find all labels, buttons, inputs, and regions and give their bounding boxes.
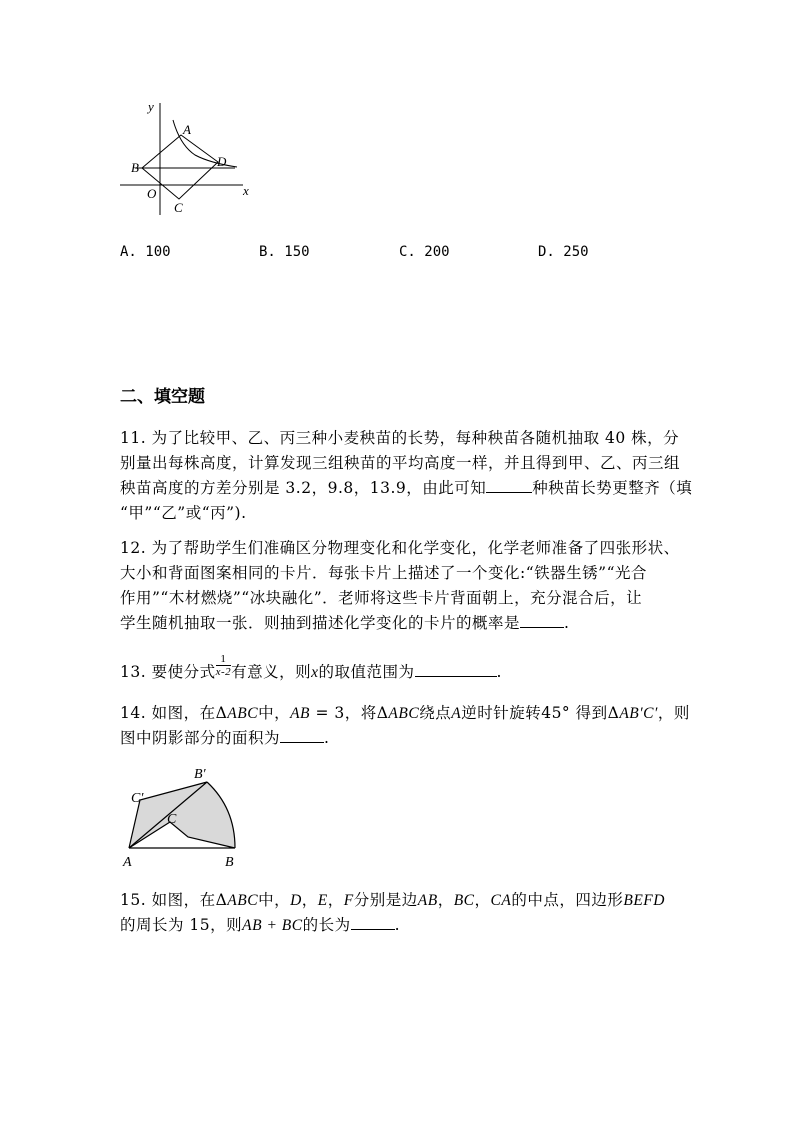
fraction: $\frac{1}{x-2}$ <box>215 652 232 678</box>
label-y: y <box>148 99 154 114</box>
label-B: B <box>225 855 234 870</box>
label-C: C <box>167 812 177 827</box>
q12-line1: 12. 为了帮助学生们准确区分物理变化和化学变化，化学老师准备了四张形状、 <box>120 539 680 557</box>
q11-answer-blank <box>486 478 532 493</box>
q14-line1: 14. 如图，在ΔABC中，AB = 3，将ΔABC绕点A逆时针旋转45° 得到ΔAB′C′，则 <box>120 704 690 722</box>
q12-line4: 学生随机抽取一张．则抽到描述化学变化的卡片的概率是 . <box>120 614 570 632</box>
question-15 <box>120 888 700 938</box>
q15-answer-blank <box>351 915 395 930</box>
q15-line1: 15. 如图，在ΔABC中，D，E，F分别是边AB，BC，CA的中点，四边形BEFD <box>120 891 665 909</box>
q15-line2: 的周长为 15，则AB + BC的长为 . <box>120 916 401 934</box>
question-13: 13. 要使分式 $\frac{1}{x-2}$ 有意义，则x的取值范围为 . <box>120 652 502 681</box>
option-d: D. 250 <box>538 244 589 260</box>
coordinate-figure <box>115 95 260 220</box>
section-title: 二、填空题 <box>120 387 205 407</box>
label-A: A <box>123 855 132 870</box>
label-A: A <box>183 122 191 137</box>
q14-answer-blank <box>280 728 324 743</box>
option-a: A. 100 <box>120 244 171 260</box>
label-B: B <box>131 160 139 175</box>
question-11 <box>120 426 700 526</box>
question-14 <box>120 701 700 751</box>
q11-line4: “甲”“乙”或“丙”). <box>120 504 247 522</box>
q11-line2: 别量出每株高度，计算发现三组秧苗的平均高度一样，并且得到甲、乙、丙三组 <box>120 454 681 472</box>
label-O: O <box>147 186 157 201</box>
label-Cprime: C′ <box>131 791 144 806</box>
q12-line2: 大小和背面图案相同的卡片．每张卡片上描述了一个变化:“铁器生锈”“光合 <box>120 564 647 582</box>
question-12 <box>120 536 700 636</box>
q13-answer-blank <box>415 662 497 677</box>
label-Bprime: B′ <box>194 767 206 782</box>
label-x: x <box>243 183 249 198</box>
q11-line1: 11. 为了比较甲、乙、丙三种小麦秧苗的长势，每种秧苗各随机抽取 40 株，分 <box>120 429 680 447</box>
option-b: B. 150 <box>259 244 310 260</box>
q12-answer-blank <box>520 613 564 628</box>
label-D: D <box>217 154 227 169</box>
rotation-figure <box>115 760 255 872</box>
q14-line2: 图中阴影部分的面积为 . <box>120 729 330 747</box>
label-C: C <box>174 200 183 215</box>
q12-line3: 作用”“木材燃烧”“冰块融化”．老师将这些卡片背面朝上，充分混合后，让 <box>120 589 643 607</box>
q11-line3: 秧苗高度的方差分别是 3.2，9.8，13.9，由此可知 种秧苗长势更整齐（填 <box>120 479 693 497</box>
option-c: C. 200 <box>399 244 450 260</box>
